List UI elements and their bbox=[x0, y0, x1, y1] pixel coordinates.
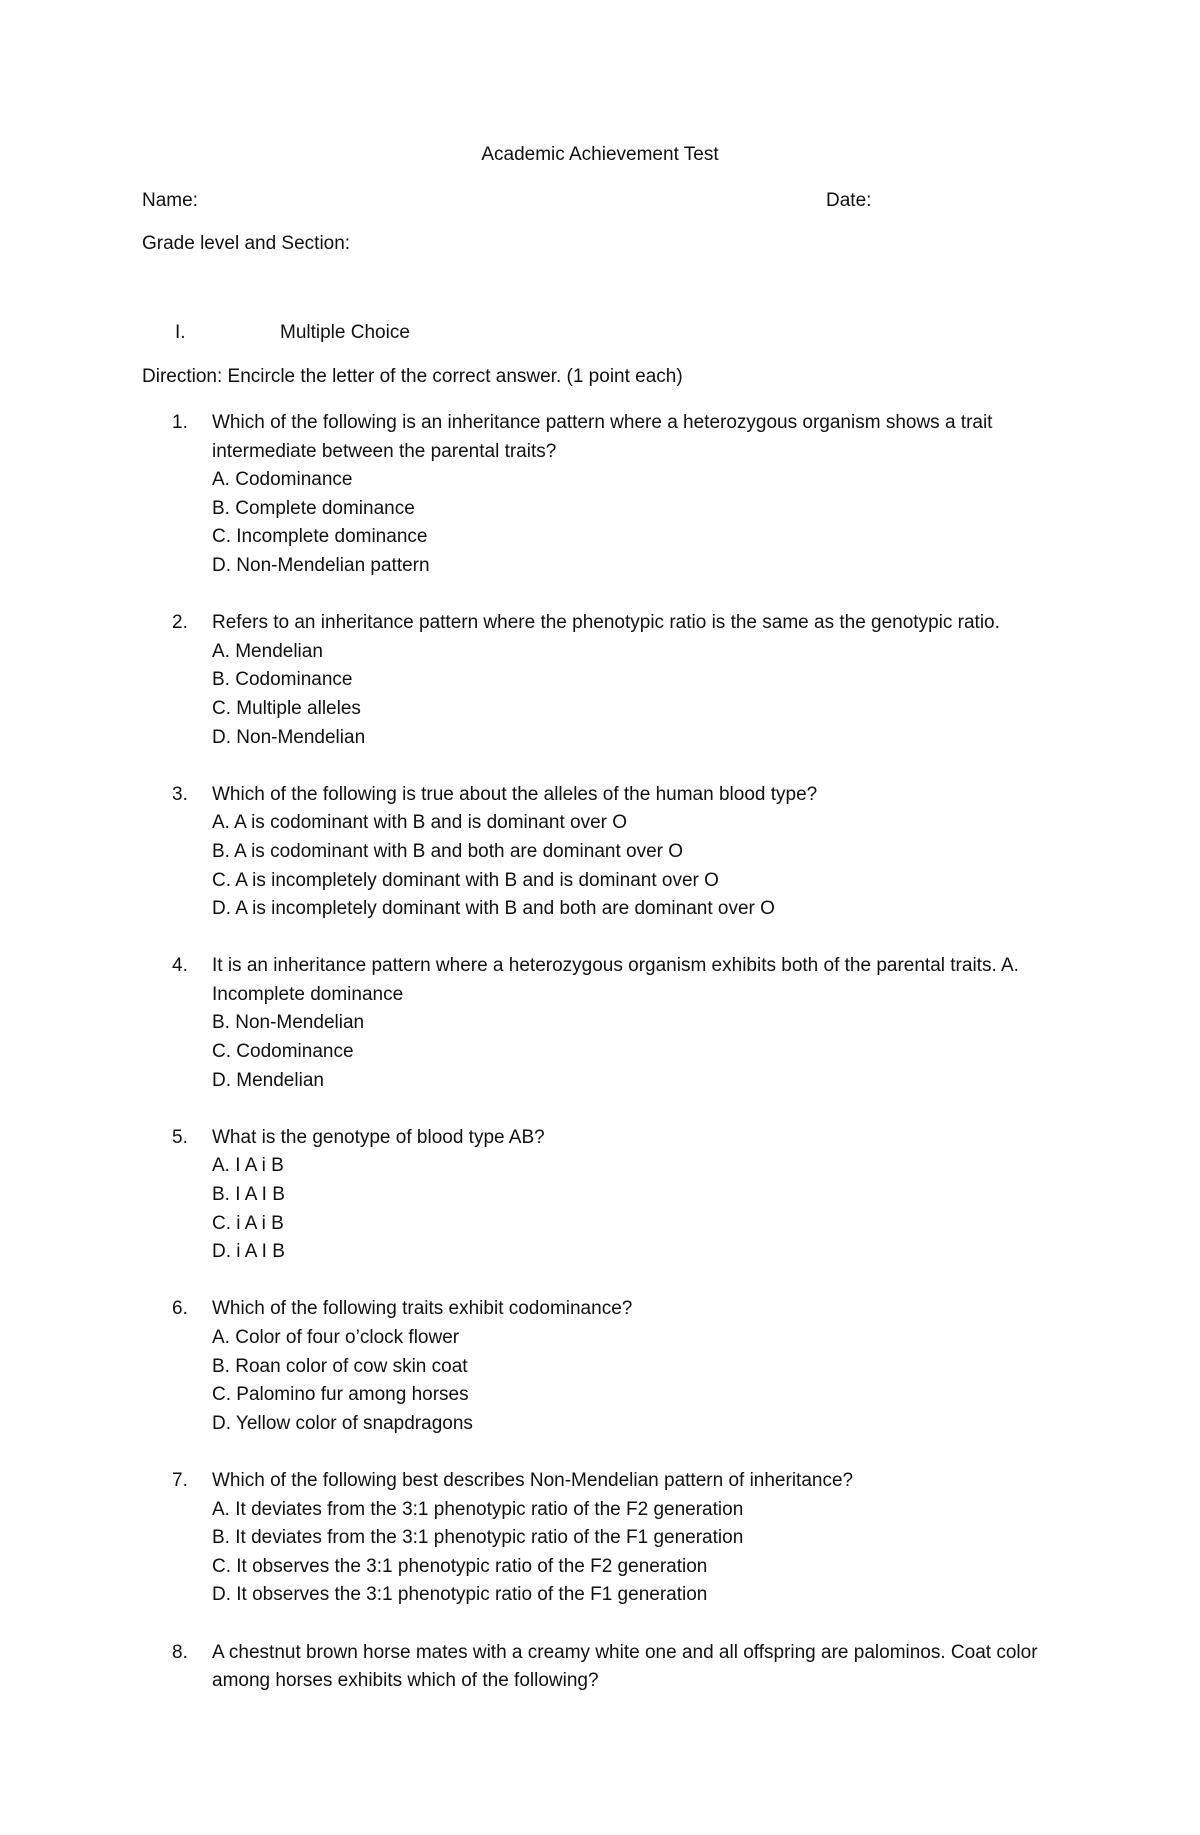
date-field-label: Date: bbox=[826, 190, 872, 211]
answer-option[interactable]: D. It observes the 3:1 phenotypic ratio of the F1 generation bbox=[212, 1584, 708, 1606]
question-item bbox=[172, 609, 1072, 752]
answer-option[interactable]: C. Palomino fur among horses bbox=[212, 1384, 469, 1406]
section-heading bbox=[142, 322, 410, 344]
answer-options bbox=[172, 1152, 1072, 1266]
question-text: Which of the following is true about the alleles of the human blood type? bbox=[212, 783, 818, 805]
question-text: Refers to an inheritance pattern where the phenotypic ratio is the same as the genotypic ratio. bbox=[212, 612, 1000, 634]
question-text: Which of the following is an inheritance pattern where a heterozygous organism shows a trait intermediate between the parental traits? bbox=[212, 412, 993, 462]
question-text: Which of the following traits exhibit codominance? bbox=[212, 1298, 633, 1320]
answer-option[interactable]: A. Mendelian bbox=[212, 640, 323, 662]
answer-options bbox=[172, 1324, 1072, 1438]
question-stem bbox=[172, 1467, 1072, 1496]
answer-option[interactable]: C. Multiple alleles bbox=[212, 697, 361, 719]
question-text: It is an inheritance pattern where a heterozygous organism exhibits both of the parental traits. A. Incomplete dominance bbox=[212, 955, 1019, 1005]
question-number: 4. bbox=[172, 955, 188, 977]
answer-option[interactable]: B. A is codominant with B and both are dominant over O bbox=[212, 840, 684, 862]
question-list bbox=[172, 409, 1072, 1724]
answer-option[interactable]: A. I A i B bbox=[212, 1155, 284, 1177]
question-stem bbox=[172, 952, 1072, 1009]
answer-options bbox=[172, 809, 1072, 923]
answer-options bbox=[172, 1496, 1072, 1610]
section-title: Multiple Choice bbox=[280, 322, 410, 343]
answer-option[interactable]: C. Codominance bbox=[212, 1041, 354, 1063]
answer-option[interactable]: A. It deviates from the 3:1 phenotypic ratio of the F2 generation bbox=[212, 1498, 744, 1520]
answer-option[interactable]: A. Codominance bbox=[212, 469, 353, 491]
name-field-label: Name: bbox=[142, 190, 198, 211]
answer-option[interactable]: C. A is incompletely dominant with B and is dominant over O bbox=[212, 869, 719, 891]
answer-option[interactable]: B. Codominance bbox=[212, 669, 353, 691]
answer-option[interactable]: A. Color of four o’clock flower bbox=[212, 1327, 460, 1348]
question-stem bbox=[172, 781, 1072, 810]
answer-option[interactable]: D. Non-Mendelian bbox=[212, 726, 366, 748]
question-item bbox=[172, 1467, 1072, 1610]
answer-options bbox=[172, 466, 1072, 580]
question-stem bbox=[172, 1295, 1072, 1324]
answer-option[interactable]: D. Mendelian bbox=[212, 1069, 324, 1091]
answer-option[interactable]: D. Non-Mendelian pattern bbox=[212, 554, 430, 576]
question-stem bbox=[172, 609, 1072, 638]
answer-option[interactable]: D. Yellow color of snapdragons bbox=[212, 1412, 473, 1434]
answer-option[interactable]: B. Complete dominance bbox=[212, 497, 415, 519]
question-item bbox=[172, 409, 1072, 581]
answer-option[interactable]: C. Incomplete dominance bbox=[212, 526, 428, 548]
question-item bbox=[172, 952, 1072, 1095]
answer-options bbox=[172, 638, 1072, 752]
question-number: 5. bbox=[172, 1126, 188, 1148]
grade-section-field-label: Grade level and Section: bbox=[142, 233, 351, 254]
answer-option[interactable]: B. Non-Mendelian bbox=[212, 1012, 365, 1034]
answer-option[interactable]: C. i A i B bbox=[212, 1212, 284, 1234]
answer-option[interactable]: C. It observes the 3:1 phenotypic ratio of the F2 generation bbox=[212, 1555, 708, 1577]
section-numeral: I. bbox=[175, 322, 186, 343]
question-text: Which of the following best describes Non-Mendelian pattern of inheritance? bbox=[212, 1469, 854, 1491]
question-text: What is the genotype of blood type AB? bbox=[212, 1126, 545, 1148]
question-number: 7. bbox=[172, 1469, 188, 1491]
answer-option[interactable]: D. A is incompletely dominant with B and both are dominant over O bbox=[212, 898, 775, 920]
question-stem bbox=[172, 1639, 1072, 1696]
question-number: 3. bbox=[172, 783, 188, 805]
question-item bbox=[172, 781, 1072, 924]
direction-text: Direction: Encircle the letter of the correct answer. (1 point each) bbox=[142, 366, 683, 387]
question-item bbox=[172, 1295, 1072, 1438]
answer-option[interactable]: B. It deviates from the 3:1 phenotypic ratio of the F1 generation bbox=[212, 1527, 744, 1549]
question-item bbox=[172, 1639, 1072, 1696]
answer-options bbox=[172, 1009, 1072, 1095]
question-number: 2. bbox=[172, 612, 188, 634]
answer-option[interactable]: B. I A I B bbox=[212, 1184, 285, 1206]
question-number: 1. bbox=[172, 412, 188, 433]
answer-option[interactable]: A. A is codominant with B and is dominant over O bbox=[212, 812, 628, 834]
question-number: 8. bbox=[172, 1641, 188, 1663]
question-item bbox=[172, 1124, 1072, 1267]
question-number: 6. bbox=[172, 1298, 188, 1320]
question-stem bbox=[172, 409, 1072, 466]
answer-option[interactable]: B. Roan color of cow skin coat bbox=[212, 1355, 468, 1377]
question-stem bbox=[172, 1124, 1072, 1153]
answer-option[interactable]: D. i A I B bbox=[212, 1241, 285, 1263]
question-text: A chestnut brown horse mates with a creamy white one and all offspring are palominos. Coat color among horses exhibits which of the following? bbox=[212, 1641, 1038, 1692]
page-title: Academic Achievement Test bbox=[481, 144, 719, 165]
